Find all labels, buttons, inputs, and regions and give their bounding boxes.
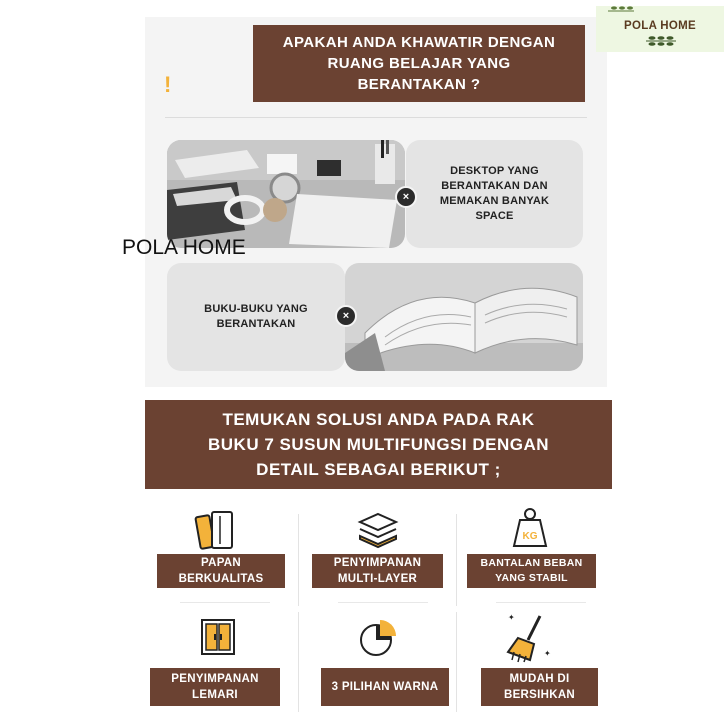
problem-desk-text: DESKTOP YANG BERANTAKAN DAN MEMAKAN BANYAK SPACE — [439, 165, 550, 222]
messy-desk-photo — [167, 140, 405, 248]
feature-label: 3 PILIHAN WARNA — [321, 668, 449, 706]
feature-label: PENYIMPANAN LEMARI — [150, 668, 280, 706]
question-text: APAKAH ANDA KHAWATIR DENGAN RUANG BELAJAR YANG BERANTAKAN ? — [282, 34, 556, 93]
divider — [165, 117, 587, 118]
svg-text:✦: ✦ — [508, 613, 515, 622]
divider — [338, 602, 428, 603]
watermark-text: POLA HOME — [122, 236, 246, 259]
leaf-icon — [606, 3, 636, 13]
feature-label: PENYIMPANAN MULTI-LAYER — [312, 554, 443, 588]
divider — [496, 602, 586, 603]
divider — [456, 514, 457, 606]
question-banner — [253, 25, 585, 102]
weight-icon-text: KG — [522, 531, 538, 542]
boards-icon — [194, 508, 238, 557]
solution-banner — [145, 400, 612, 489]
svg-text:✦: ✦ — [544, 649, 551, 658]
close-icon: × — [395, 186, 417, 208]
layers-icon — [356, 508, 400, 557]
alert-icon: ! — [164, 72, 172, 97]
feature-label: PAPAN BERKUALITAS — [157, 554, 285, 588]
problem-card-books — [167, 263, 345, 371]
open-book-photo — [345, 263, 583, 371]
close-icon: × — [335, 305, 357, 327]
divider — [456, 612, 457, 712]
divider — [298, 612, 299, 712]
divider — [180, 602, 270, 603]
cabinet-icon — [196, 616, 240, 665]
feature-label: MUDAH DI BERSIHKAN — [481, 668, 598, 706]
leaf-icon — [644, 35, 678, 47]
pie-chart-icon — [356, 616, 400, 665]
problem-books-text: BUKU-BUKU YANG BERANTAKAN — [204, 303, 308, 330]
logo-text: POLA HOME — [624, 20, 696, 32]
feature-label: BANTALAN BEBAN YANG STABIL — [467, 554, 596, 588]
solution-text: TEMUKAN SOLUSI ANDA PADA RAK BUKU 7 SUSUN MULTIFUNGSI DENGAN DETAIL SEBAGAI BERIKUT ; — [207, 410, 550, 479]
divider — [298, 514, 299, 606]
problem-card-desk — [406, 140, 583, 248]
weight-icon — [508, 506, 552, 555]
broom-icon — [504, 612, 554, 669]
